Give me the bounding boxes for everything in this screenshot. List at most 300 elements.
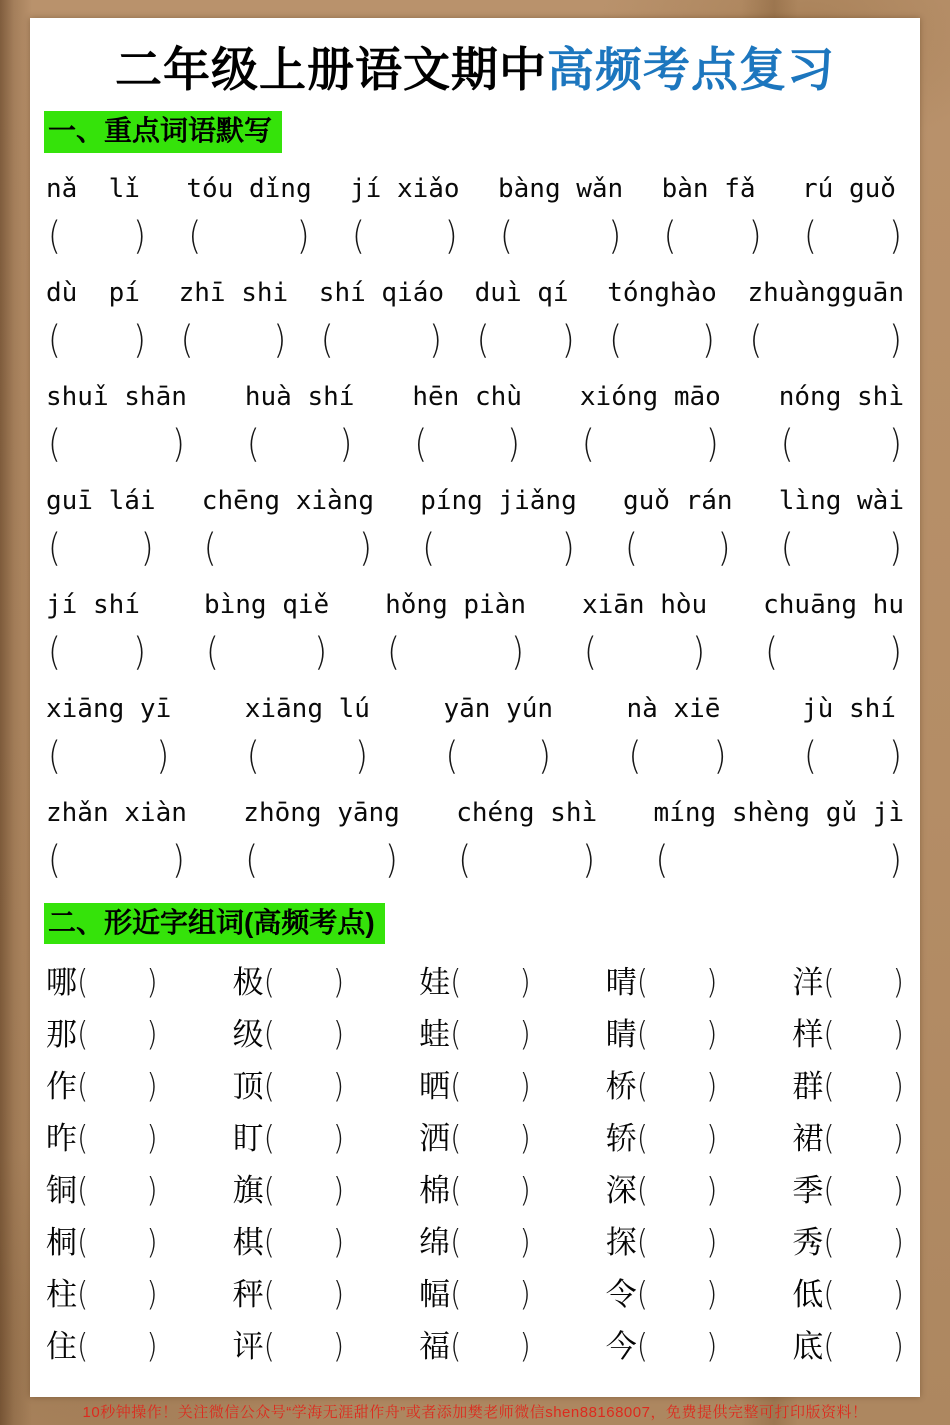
- close-paren: ): [889, 733, 902, 779]
- char-cell: [232, 1222, 345, 1261]
- char-label: 棉: [419, 1172, 451, 1208]
- open-paren: (: [263, 1118, 275, 1157]
- char-label: 蛙: [419, 1016, 451, 1052]
- open-paren: (: [180, 317, 194, 363]
- close-paren: ): [519, 1066, 531, 1105]
- pinyin-word: dù pí: [46, 277, 140, 308]
- close-paren: ): [511, 629, 524, 675]
- pinyin-word: xiān hòu: [581, 589, 708, 620]
- close-paren: ): [706, 1066, 718, 1105]
- open-paren: (: [77, 1066, 89, 1105]
- char-label: 令: [605, 1276, 637, 1312]
- close-paren: ): [314, 629, 328, 675]
- close-paren: ): [608, 213, 622, 259]
- close-paren: ): [892, 1274, 904, 1313]
- char-cell: [419, 1066, 531, 1105]
- open-paren: (: [450, 1274, 462, 1313]
- open-paren: (: [636, 1274, 649, 1313]
- open-paren: (: [823, 1170, 835, 1209]
- pinyin-word: bìng qiě: [203, 589, 330, 620]
- char-label: 低: [792, 1276, 824, 1312]
- char-cell: [46, 1326, 158, 1365]
- char-label: 秤: [232, 1276, 264, 1312]
- close-paren: ): [156, 733, 170, 779]
- char-cell: [46, 1014, 158, 1053]
- section-2-header: 二、形近字组词(高频考点): [44, 903, 385, 944]
- char-cell: [605, 1222, 718, 1261]
- char-cell: [419, 1326, 531, 1365]
- answer-blank: [779, 421, 904, 467]
- open-paren: (: [422, 525, 436, 571]
- pinyin-item: [747, 277, 904, 363]
- worksheet-page: [30, 18, 920, 1397]
- pinyin-row: [44, 265, 906, 369]
- char-row: [44, 956, 906, 1008]
- close-paren: ): [892, 1014, 904, 1053]
- open-paren: (: [765, 629, 778, 675]
- pinyin-item: [46, 485, 156, 571]
- close-paren: ): [146, 1118, 158, 1157]
- pinyin-row: [44, 369, 906, 473]
- char-label: 顶: [232, 1068, 264, 1104]
- open-paren: (: [458, 837, 472, 883]
- char-cell: [46, 1222, 158, 1261]
- char-cell: [232, 1066, 345, 1105]
- open-paren: (: [636, 1222, 649, 1261]
- answer-blank: [46, 733, 171, 779]
- pinyin-word: nóng shì: [778, 381, 904, 412]
- pinyin-item: [802, 173, 904, 259]
- close-paren: ): [332, 1274, 345, 1313]
- char-label: 洒: [419, 1120, 451, 1156]
- char-label: 铜: [46, 1172, 77, 1208]
- close-paren: ): [519, 962, 531, 1001]
- char-cell: [792, 1118, 904, 1157]
- char-label: 极: [232, 964, 264, 1000]
- char-cell: [232, 1170, 345, 1209]
- answer-blank: [662, 213, 764, 259]
- open-paren: (: [445, 733, 459, 779]
- close-paren: ): [359, 525, 372, 571]
- pinyin-item: [244, 693, 370, 779]
- open-paren: (: [450, 1066, 462, 1105]
- char-cell: [792, 1222, 904, 1261]
- answer-blank: [420, 525, 577, 571]
- open-paren: (: [780, 525, 794, 571]
- close-paren: ): [146, 1326, 158, 1365]
- char-cell: [232, 962, 345, 1001]
- open-paren: (: [581, 421, 595, 467]
- close-paren: ): [146, 1014, 158, 1053]
- close-paren: ): [561, 317, 575, 363]
- pinyin-item: [318, 277, 445, 363]
- pinyin-word-list: [44, 161, 906, 889]
- open-paren: (: [387, 629, 400, 675]
- pinyin-word: rú guǒ: [802, 173, 896, 204]
- close-paren: ): [332, 1170, 345, 1209]
- char-label: 秀: [792, 1224, 824, 1260]
- open-paren: (: [263, 1222, 275, 1261]
- footer-banner: 10秒钟操作！关注微信公众号“学海无涯甜作舟”或者添加樊老师微信shen88168007，免费提供完整可打印版资料！: [82, 1404, 868, 1421]
- close-paren: ): [706, 1222, 718, 1261]
- close-paren: ): [172, 837, 185, 883]
- open-paren: (: [823, 1066, 835, 1105]
- answer-blank: [202, 525, 374, 571]
- close-paren: ): [892, 1170, 904, 1209]
- open-paren: (: [450, 962, 462, 1001]
- open-paren: (: [246, 421, 260, 467]
- pinyin-word: zhōng yāng: [243, 797, 400, 828]
- pinyin-word: lìng wài: [778, 485, 904, 516]
- close-paren: ): [355, 733, 368, 779]
- character-grid: [44, 956, 906, 1372]
- pinyin-word: guǒ rán: [622, 485, 733, 516]
- pinyin-item: [350, 173, 460, 259]
- answer-blank: [46, 421, 187, 467]
- close-paren: ): [706, 1274, 718, 1313]
- answer-blank: [475, 317, 577, 363]
- pinyin-row: [44, 161, 906, 265]
- answer-blank: [582, 629, 707, 675]
- pinyin-word: jù shí: [801, 693, 896, 724]
- char-row: [44, 1112, 906, 1164]
- char-cell: [605, 1274, 718, 1313]
- close-paren: ): [889, 421, 902, 467]
- char-label: 群: [792, 1068, 824, 1104]
- char-label: 轿: [605, 1120, 637, 1156]
- pinyin-word: zhuàngguān: [747, 277, 904, 308]
- pinyin-item: [46, 277, 148, 363]
- close-paren: ): [384, 837, 398, 883]
- open-paren: (: [823, 1326, 835, 1365]
- pinyin-item: [626, 693, 729, 779]
- pinyin-row: [44, 785, 906, 889]
- title-black-part: 二年级上册语文期中: [115, 43, 547, 96]
- close-paren: ): [748, 213, 762, 259]
- open-paren: (: [636, 1118, 649, 1157]
- open-paren: (: [628, 733, 642, 779]
- char-cell: [605, 1014, 718, 1053]
- open-paren: (: [636, 1326, 649, 1365]
- pinyin-item: [203, 589, 330, 675]
- close-paren: ): [146, 1170, 158, 1209]
- open-paren: (: [246, 733, 260, 779]
- close-paren: ): [332, 1066, 345, 1105]
- open-paren: (: [48, 837, 61, 883]
- close-paren: ): [705, 421, 719, 467]
- pinyin-word: hǒng piàn: [385, 589, 526, 620]
- char-label: 桐: [46, 1224, 77, 1260]
- close-paren: ): [339, 421, 353, 467]
- pinyin-item: [581, 589, 708, 675]
- pinyin-word: xiāng yī: [46, 693, 172, 724]
- pinyin-item: [46, 381, 187, 467]
- pinyin-item: [201, 485, 374, 571]
- open-paren: (: [263, 1066, 275, 1105]
- open-paren: (: [48, 629, 61, 675]
- pinyin-item: [763, 589, 904, 675]
- close-paren: ): [892, 962, 904, 1001]
- char-label: 棋: [232, 1224, 264, 1260]
- char-cell: [605, 1326, 718, 1365]
- close-paren: ): [332, 1014, 345, 1053]
- close-paren: ): [507, 421, 520, 467]
- close-paren: ): [706, 1326, 718, 1365]
- answer-blank: [623, 525, 733, 571]
- open-paren: (: [499, 213, 513, 259]
- char-cell: [419, 1222, 531, 1261]
- char-label: 今: [605, 1328, 637, 1364]
- pinyin-row: [44, 577, 906, 681]
- char-cell: [419, 1274, 531, 1313]
- answer-blank: [498, 213, 623, 259]
- pinyin-item: [46, 589, 148, 675]
- open-paren: (: [823, 962, 835, 1001]
- close-paren: ): [717, 525, 731, 571]
- close-paren: ): [538, 733, 552, 779]
- char-label: 哪: [46, 964, 77, 1000]
- char-label: 级: [232, 1016, 264, 1052]
- close-paren: ): [133, 317, 146, 363]
- close-paren: ): [429, 317, 443, 363]
- answer-blank: [385, 629, 526, 675]
- char-cell: [46, 1066, 158, 1105]
- open-paren: (: [636, 1170, 649, 1209]
- close-paren: ): [519, 1222, 531, 1261]
- open-paren: (: [48, 421, 61, 467]
- close-paren: ): [892, 1118, 904, 1157]
- pinyin-item: [46, 797, 187, 883]
- close-paren: ): [332, 1222, 345, 1261]
- pinyin-item: [186, 173, 312, 259]
- char-cell: [605, 1118, 718, 1157]
- char-label: 晴: [605, 964, 637, 1000]
- char-label: 旗: [232, 1172, 264, 1208]
- pinyin-item: [474, 277, 577, 363]
- open-paren: (: [476, 317, 490, 363]
- close-paren: ): [296, 213, 310, 259]
- open-paren: (: [48, 213, 61, 259]
- pinyin-word: bàng wǎn: [497, 173, 624, 204]
- pinyin-word: xióng māo: [579, 381, 721, 412]
- pinyin-word: nǎ lǐ: [46, 173, 140, 204]
- open-paren: (: [823, 1014, 835, 1053]
- close-paren: ): [146, 1066, 158, 1105]
- char-row: [44, 1008, 906, 1060]
- char-label: 睛: [605, 1016, 637, 1052]
- char-row: [44, 1164, 906, 1216]
- close-paren: ): [444, 213, 458, 259]
- open-paren: (: [77, 1326, 89, 1365]
- close-paren: ): [519, 1170, 531, 1209]
- char-cell: [605, 1170, 718, 1209]
- pinyin-word: chéng shì: [456, 797, 598, 828]
- close-paren: ): [273, 317, 287, 363]
- open-paren: (: [663, 213, 677, 259]
- answer-blank: [46, 213, 148, 259]
- answer-blank: [245, 733, 370, 779]
- answer-blank: [204, 629, 329, 675]
- char-label: 幅: [419, 1276, 451, 1312]
- char-cell: [792, 1170, 904, 1209]
- answer-blank: [179, 317, 289, 363]
- open-paren: (: [804, 213, 817, 259]
- close-paren: ): [889, 213, 902, 259]
- answer-blank: [580, 421, 721, 467]
- char-label: 柱: [46, 1276, 77, 1312]
- close-paren: ): [706, 962, 718, 1001]
- pinyin-row: [44, 473, 906, 577]
- pinyin-item: [778, 485, 904, 571]
- char-cell: [419, 1014, 531, 1053]
- open-paren: (: [636, 1066, 649, 1105]
- char-label: 娃: [419, 964, 451, 1000]
- pinyin-item: [385, 589, 526, 675]
- answer-blank: [627, 733, 729, 779]
- open-paren: (: [636, 1014, 649, 1053]
- char-cell: [46, 962, 158, 1001]
- pinyin-word: duì qí: [474, 277, 569, 308]
- answer-blank: [46, 837, 187, 883]
- answer-blank: [350, 213, 460, 259]
- char-label: 住: [46, 1328, 77, 1364]
- close-paren: ): [561, 525, 575, 571]
- open-paren: (: [245, 837, 259, 883]
- answer-blank: [46, 629, 148, 675]
- char-label: 底: [792, 1328, 824, 1364]
- open-paren: (: [823, 1274, 835, 1313]
- char-cell: [46, 1118, 158, 1157]
- open-paren: (: [450, 1170, 462, 1209]
- char-cell: [605, 962, 718, 1001]
- open-paren: (: [263, 962, 275, 1001]
- char-label: 探: [605, 1224, 637, 1260]
- pinyin-word: míng shèng gǔ jì: [653, 797, 904, 828]
- close-paren: ): [889, 837, 902, 883]
- open-paren: (: [263, 1170, 275, 1209]
- char-cell: [792, 1014, 904, 1053]
- open-paren: (: [77, 1274, 89, 1313]
- pinyin-item: [46, 173, 148, 259]
- close-paren: ): [706, 1118, 718, 1157]
- pinyin-word: guī lái: [46, 485, 156, 516]
- pinyin-word: huà shí: [244, 381, 355, 412]
- close-paren: ): [172, 421, 185, 467]
- open-paren: (: [583, 629, 597, 675]
- pinyin-item: [579, 381, 721, 467]
- close-paren: ): [701, 317, 715, 363]
- close-paren: ): [146, 1274, 158, 1313]
- char-label: 福: [419, 1328, 451, 1364]
- close-paren: ): [133, 629, 146, 675]
- open-paren: (: [450, 1118, 462, 1157]
- char-row: [44, 1060, 906, 1112]
- pinyin-item: [801, 693, 904, 779]
- char-cell: [232, 1014, 345, 1053]
- pinyin-word: chuāng hu: [763, 589, 904, 620]
- close-paren: ): [133, 213, 146, 259]
- close-paren: ): [332, 1326, 345, 1365]
- open-paren: (: [77, 1222, 89, 1261]
- answer-blank: [456, 837, 597, 883]
- char-cell: [419, 962, 531, 1001]
- pinyin-item: [607, 277, 717, 363]
- open-paren: (: [263, 1274, 275, 1313]
- close-paren: ): [519, 1274, 531, 1313]
- pinyin-word: jí shí: [46, 589, 140, 620]
- open-paren: (: [450, 1326, 462, 1365]
- char-cell: [419, 1118, 531, 1157]
- open-paren: (: [450, 1014, 462, 1053]
- open-paren: (: [77, 962, 89, 1001]
- close-paren: ): [889, 317, 902, 363]
- close-paren: ): [692, 629, 706, 675]
- open-paren: (: [48, 733, 61, 779]
- answer-blank: [747, 317, 904, 363]
- pinyin-item: [653, 797, 904, 883]
- pinyin-word: hēn chù: [412, 381, 522, 412]
- close-paren: ): [146, 962, 158, 1001]
- pinyin-item: [778, 381, 904, 467]
- answer-blank: [802, 733, 904, 779]
- answer-blank: [245, 421, 355, 467]
- open-paren: (: [655, 837, 669, 883]
- char-cell: [792, 1326, 904, 1365]
- close-paren: ): [706, 1014, 718, 1053]
- close-paren: ): [892, 1066, 904, 1105]
- open-paren: (: [803, 733, 817, 779]
- close-paren: ): [519, 1326, 531, 1365]
- char-cell: [419, 1170, 531, 1209]
- close-paren: ): [582, 837, 596, 883]
- char-cell: [792, 962, 904, 1001]
- answer-blank: [186, 213, 311, 259]
- close-paren: ): [140, 525, 154, 571]
- char-label: 季: [792, 1172, 824, 1208]
- answer-blank: [443, 733, 553, 779]
- open-paren: (: [749, 317, 763, 363]
- open-paren: (: [77, 1170, 89, 1209]
- open-paren: (: [77, 1118, 89, 1157]
- close-paren: ): [713, 733, 727, 779]
- pinyin-word: yān yún: [443, 693, 554, 724]
- open-paren: (: [352, 213, 365, 259]
- pinyin-word: nà xiē: [626, 693, 721, 724]
- answer-blank: [802, 213, 904, 259]
- page-title: [44, 18, 906, 97]
- char-row: [44, 1216, 906, 1268]
- answer-blank: [46, 525, 156, 571]
- char-label: 桥: [605, 1068, 637, 1104]
- char-label: 晒: [419, 1068, 451, 1104]
- pinyin-item: [178, 277, 289, 363]
- pinyin-item: [244, 381, 355, 467]
- pinyin-item: [46, 693, 172, 779]
- close-paren: ): [519, 1118, 531, 1157]
- answer-blank: [412, 421, 522, 467]
- open-paren: (: [414, 421, 428, 467]
- pinyin-word: shuǐ shān: [46, 381, 187, 412]
- close-paren: ): [892, 1222, 904, 1261]
- char-cell: [46, 1274, 158, 1313]
- pinyin-word: xiāng lú: [244, 693, 370, 724]
- answer-blank: [243, 837, 400, 883]
- answer-blank: [779, 525, 904, 571]
- pinyin-row: [44, 681, 906, 785]
- answer-blank: [607, 317, 717, 363]
- title-blue-part: 高频考点复习: [547, 43, 835, 96]
- char-label: 深: [605, 1172, 637, 1208]
